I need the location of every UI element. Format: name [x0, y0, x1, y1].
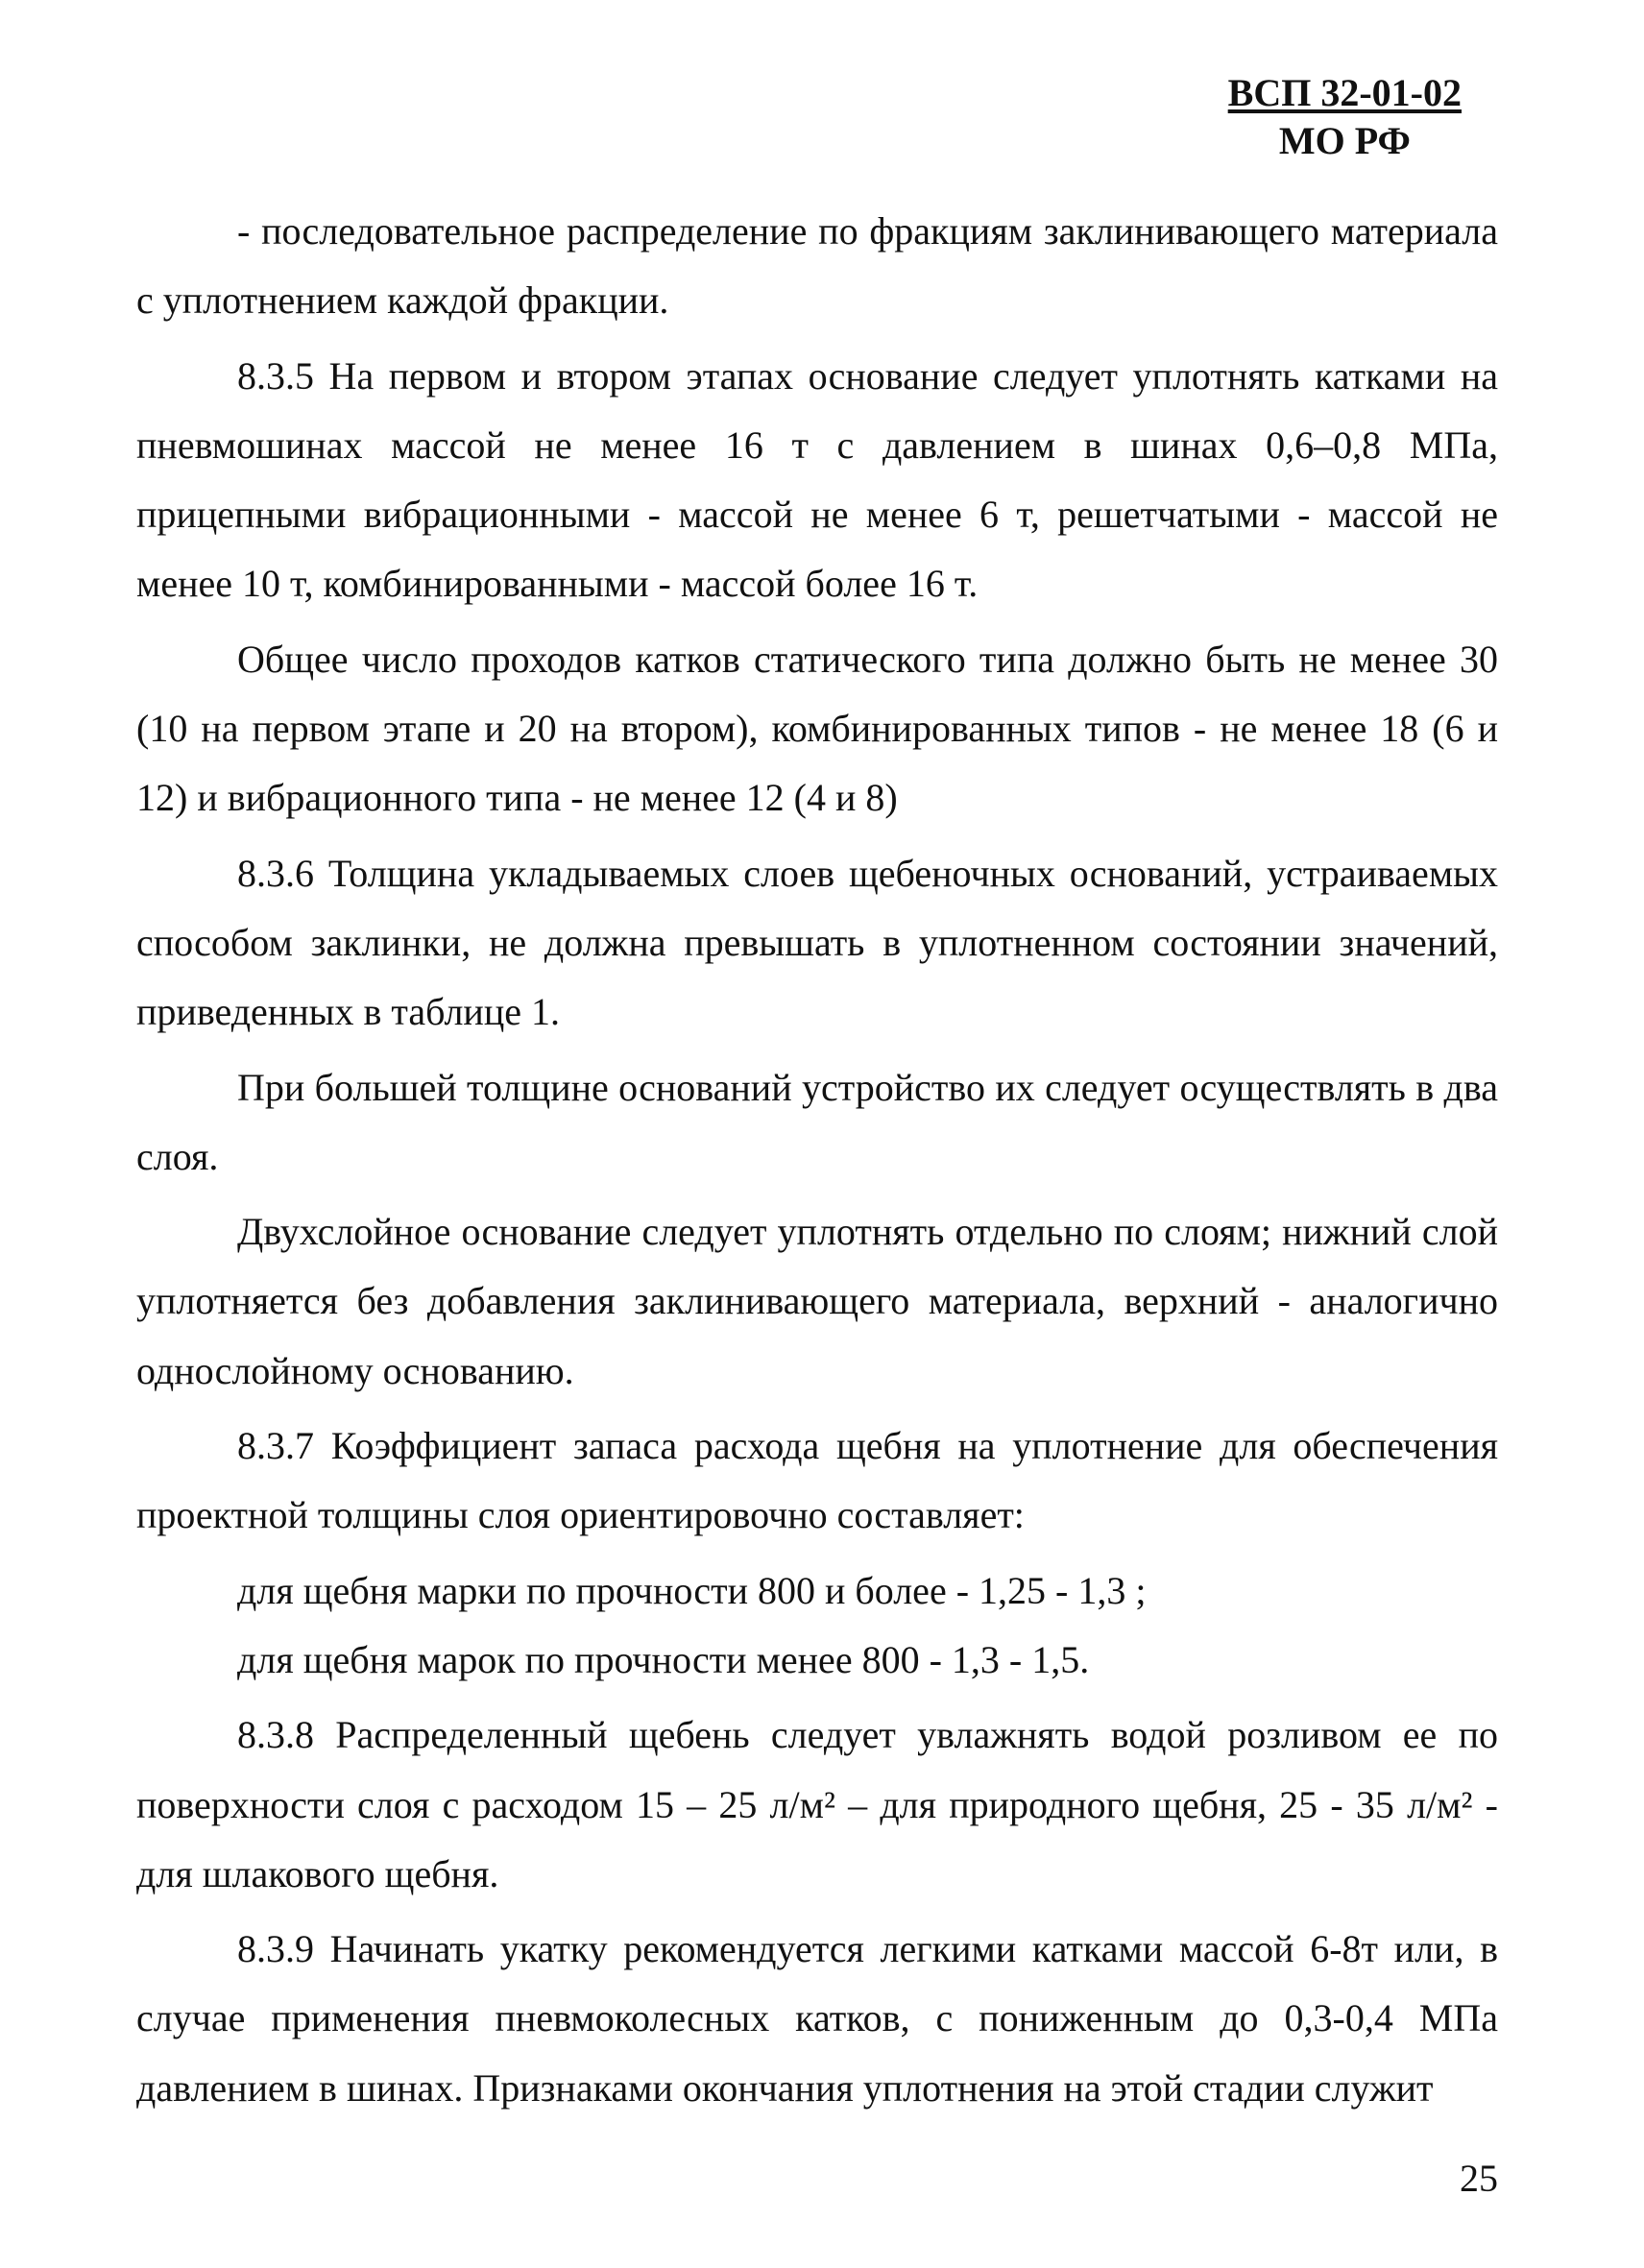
list-item-strength-800-plus: для щебня марки по прочности 800 и более - 1,25 - 1,3 ;: [237, 1568, 1147, 1612]
body-text: [136, 197, 1498, 2123]
paragraph-8-3-8: 8.3.8 Распределенный щебень следует увлажнять водой розливом ее по поверхности слоя с расходом 15 – 25 л/м² – для природного щебня, 25 - 35 л/м² - для шлакового щебня.: [136, 1713, 1498, 1895]
document-header: [1228, 69, 1462, 165]
organization-label: МО РФ: [1278, 119, 1411, 162]
paragraph-two-layers: При большей толщине оснований устройство их следует осуществлять в два слоя.: [136, 1065, 1498, 1178]
paragraph-8-3-5: 8.3.5 На первом и втором этапах основание следует уплотнять катками на пневмошинах массой не менее 16 т с давлением в шинах 0,6–0,8 МПа, прицепными вибрационными - массой не менее 6 т, решетчатыми - массой не менее 10 т, комбинированными - массой более 16 т.: [136, 353, 1498, 606]
document-code: ВСП 32-01-02: [1227, 71, 1462, 114]
paragraph-roller-passes: Общее число проходов катков статического типа должно быть не менее 30 (10 на первом этапе и 20 на втором), комбинированных типов - не менее 18 (6 и 12) и вибрационного типа - не менее 12 (4 и 8): [136, 637, 1498, 820]
list-item-strength-below-800: для щебня марок по прочности менее 800 - 1,3 - 1,5.: [237, 1637, 1090, 1681]
paragraph-fractions-distribution: - последовательное распределение по фракциям заклинивающего материала с уплотнением каждой фракции.: [136, 209, 1498, 323]
paragraph-8-3-9: 8.3.9 Начинать укатку рекомендуется легкими катками массой 6-8т или, в случае применения пневмоколесных катков, с пониженным до 0,3-0,4 МПа давлением в шинах. Признаками окончания уплотнения на этой стадии служит: [136, 1927, 1498, 2110]
paragraph-8-3-6: 8.3.6 Толщина укладываемых слоев щебеночных оснований, устраиваемых способом заклинки, не должна превышать в уплотненном состоянии значений, приведенных в таблице 1.: [136, 851, 1498, 1034]
paragraph-double-layer-base: Двухслойное основание следует уплотнять отдельно по слоям; нижний слой уплотняется без добавления заклинивающего материала, верхний - аналогично однослойному основанию.: [136, 1210, 1498, 1392]
page-number: 25: [1460, 2157, 1498, 2200]
paragraph-8-3-7: 8.3.7 Коэффициент запаса расхода щебня на уплотнение для обеспечения проектной толщины слоя ориентировочно составляет:: [136, 1424, 1498, 1537]
